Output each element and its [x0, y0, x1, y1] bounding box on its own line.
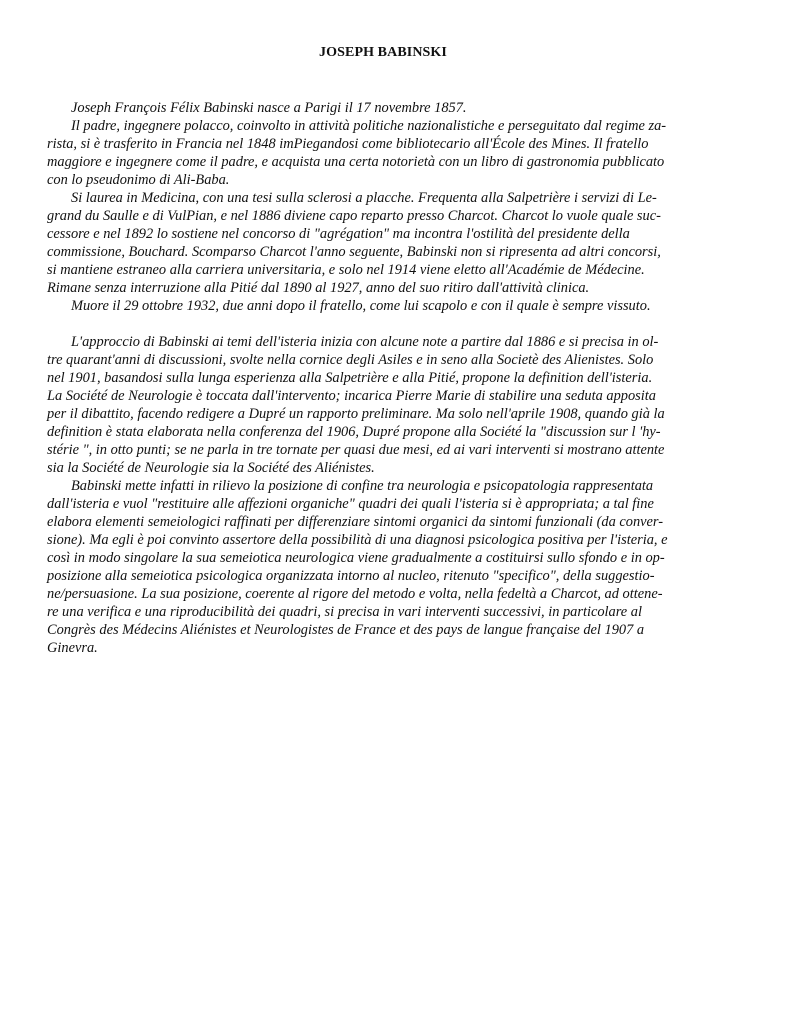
text-line: tre quarant'anni di discussioni, svolte nella cornice degli Asiles e in seno alla Societè des Alienistes. Solo [47, 352, 654, 368]
text-line: cessore e nel 1892 lo sostiene nel concorso di "agrégation" ma incontra l'ostilità del presidente della [47, 226, 630, 242]
text-line: posizione alla semeiotica psicologica organizzata intorno al nucleo, ritenuto "specifico", della suggestio- [47, 568, 655, 584]
paragraph [47, 297, 719, 315]
text-line: Babinski mette infatti in rilievo la posizione di confine tra neurologia e psicopatologia rappresentata [71, 478, 654, 494]
text-line: stérie ", in otto punti; se ne parla in tre tornate per quasi due mesi, ed ai vari interventi si mostrano attente [47, 442, 665, 458]
text-line: nel 1901, basandosi sulla lunga esperienza alla Salpetrière e alla Pitié, propone la definition dell'isteria. [47, 370, 653, 386]
text-line: così in modo singolare la sua semeiotica neurologica viene gradualmente a costituirsi sullo sfondo e in op- [47, 550, 665, 566]
document-body [47, 99, 719, 657]
text-line: sia la Société de Neurologie sia la Société des Aliénistes. [47, 460, 375, 476]
text-line: con lo pseudonimo di Ali-Baba. [47, 172, 230, 188]
text-line: maggiore e ingegnere come il padre, e acquista una certa notorietà con un libro di gastronomia pubblicato [47, 154, 665, 170]
text-line: elabora elementi semeiologici raffinati per differenziare sintomi organici da sintomi funzionali (da conver- [47, 514, 664, 530]
paragraph [47, 333, 719, 477]
text-line: Muore il 29 ottobre 1932, due anni dopo il fratello, come lui scapolo e con il quale è sempre vissuto. [71, 298, 651, 314]
paragraph [47, 189, 719, 297]
text-line: Rimane senza interruzione alla Pitié dal 1890 al 1927, anno del suo ritiro dall'attività clinica. [47, 280, 590, 296]
paragraph [47, 477, 719, 657]
paragraph [47, 117, 719, 189]
document-page [47, 44, 719, 657]
text-line: Ginevra. [47, 640, 98, 656]
text-line: per il dibattito, facendo redigere a Dupré un rapporto preliminare. Ma solo nell'aprile 1908, quando già la [47, 406, 665, 422]
text-line: Il padre, ingegnere polacco, coinvolto in attività politiche nazionalistiche e perseguitato dal regime za- [71, 118, 667, 134]
text-line: grand du Saulle e di VulPian, e nel 1886 diviene capo reparto presso Charcot. Charcot lo vuole quale suc- [47, 208, 661, 224]
text-line: Joseph François Félix Babinski nasce a Parigi il 17 novembre 1857. [71, 100, 467, 116]
document-title: JOSEPH BABINSKI [319, 45, 447, 60]
text-line: sione). Ma egli è poi convinto assertore della possibilità di una diagnosi psicologica positiva per l'isteria, e [47, 532, 668, 548]
text-line: rista, si è trasferito in Francia nel 1848 imPiegandosi come bibliotecario all'École des Mines. Il fratello [47, 136, 649, 152]
paragraph [47, 99, 719, 117]
text-line: dall'isteria e vuol "restituire alle affezioni organiche" quadri dei quali l'isteria si è appropriata; a tal fine [47, 496, 654, 512]
text-line: ne/persuasione. La sua posizione, coerente al rigore del metodo e volta, nella fedeltà a Charcot, ad ottene- [47, 586, 663, 602]
text-line: Si laurea in Medicina, con una tesi sulla sclerosi a placche. Frequenta alla Salpetrière i servizi di Le- [71, 190, 657, 206]
text-line: si mantiene estraneo alla carriera universitaria, e solo nel 1914 viene eletto all'Académie de Médecine. [47, 262, 645, 278]
text-line: L'approccio di Babinski ai temi dell'isteria inizia con alcune note a partire dal 1886 e si precisa in ol- [71, 334, 659, 350]
text-line: La Société de Neurologie è toccata dall'intervento; incarica Pierre Marie di stabilire una seduta apposita [47, 388, 656, 404]
text-line: re una verifica e una riproducibilità dei quadri, si precisa in vari interventi successivi, in particolare al [47, 604, 642, 620]
text-line: Congrès des Médecins Aliénistes et Neurologistes de France et des pays de langue française del 1907 a [47, 622, 645, 638]
text-line: commissione, Bouchard. Scomparso Charcot l'anno seguente, Babinski non si ripresenta ad altri concorsi, [47, 244, 661, 260]
paragraph-gap [47, 315, 719, 333]
text-line: definition è stata elaborata nella conferenza del 1906, Dupré propone alla Société la "discussion sur l 'hy- [47, 424, 661, 440]
